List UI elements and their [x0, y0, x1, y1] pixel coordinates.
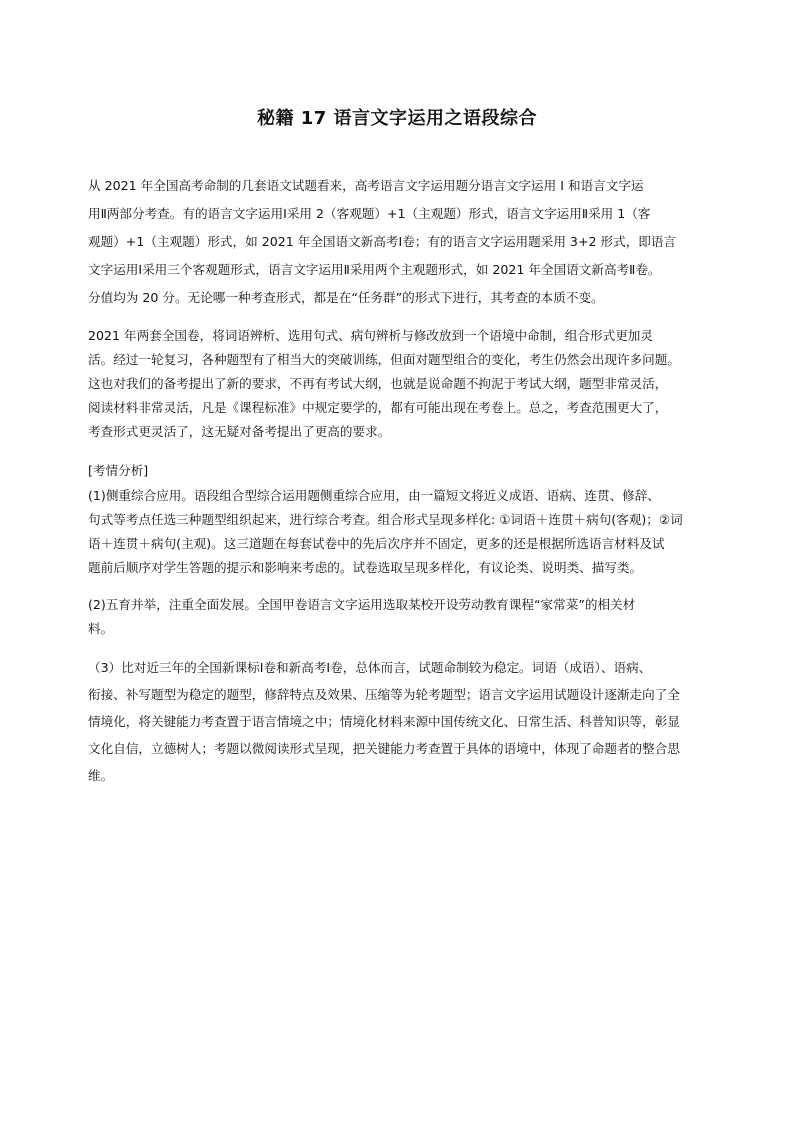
text-line: 活。经过一轮复习，各种题型有了相当大的突破训练，但面对题型组合的变化，考生仍然会出现许多问题。	[88, 352, 680, 367]
text-line: 分值均为 20 分。无论哪一种考查形式，都是在“任务群”的形式下进行，其考查的本质不变。	[88, 290, 604, 305]
text-line: 句式等考点任选三种题型组织起来，进行综合考查。组合形式呈现多样化: ①词语＋连贯＋病句(客观)；②词	[88, 512, 683, 527]
text-line: 维。	[88, 768, 114, 783]
text-line: 情境化，将关键能力考查置于语言情境之中；情境化材料来源中国传统文化、日常生活、科普知识等，彰显	[88, 714, 680, 729]
text-line: 从 2021 年全国高考命制的几套语文试题看来，高考语言文字运用题分语言文字运用 Ⅰ 和语言文字运	[88, 178, 644, 193]
section-heading	[88, 459, 728, 483]
text-line: 文字运用Ⅰ采用三个客观题形式，语言文字运用Ⅱ采用两个主观题形式，如 2021 年全国语文新高考Ⅱ卷。	[88, 262, 661, 277]
paragraph-2021	[88, 324, 728, 444]
section-heading-text: [考情分析]	[88, 463, 149, 478]
text-line: 料。	[88, 621, 114, 636]
text-line: (2)五育并举，注重全面发展。全国甲卷语言文字运用选取某校开设劳动教育课程“家常菜”的相关材	[88, 597, 636, 612]
text-line: 观题）+1（主观题）形式，如 2021 年全国语文新高考Ⅰ卷；有的语言文字运用题采用 3+2 形式，即语言	[88, 234, 677, 249]
text-line: 用Ⅱ两部分考查。有的语言文字运用Ⅰ采用 2（客观题）+1（主观题）形式，语言文字运用Ⅱ采用 1（客	[88, 206, 651, 221]
paragraph-point-2	[88, 593, 728, 641]
text-line: 文化自信，立德树人；考题以微阅读形式呈现，把关键能力考查置于具体的语境中，体现了命题者的整合思	[88, 741, 680, 756]
text-line: 这也对我们的备考提出了新的要求，不再有考试大纲，也就是说命题不拘泥于考试大纲，题型非常灵活，	[88, 376, 668, 391]
page-title: 秘籍 17 语言文字运用之语段综合	[256, 108, 538, 129]
text-line: 2021 年两套全国卷，将词语辨析、选用句式、病句辨析与修改放到一个语境中命制，组合形式更加灵	[88, 328, 653, 343]
text-line: 衔接、补写题型为稳定的题型，修辞特点及效果、压缩等为轮考题型；语言文字运用试题设计逐渐走向了全	[88, 687, 680, 702]
text-line: 考查形式更灵活了，这无疑对备考提出了更高的要求。	[88, 424, 391, 439]
text-line: 语＋连贯＋病句(主观)。这三道题在每套试卷中的先后次序并不固定，更多的还是根据所选语言材料及试	[88, 536, 665, 551]
text-line: 题前后顺序对学生答题的提示和影响来考虑的。试卷选取呈现多样化，有议论类、说明类、描写类。	[88, 560, 643, 575]
text-line: （3）比对近三年的全国新课标Ⅰ卷和新高考Ⅰ卷，总体而言，试题命制较为稳定。词语（成语）、语病、	[88, 660, 652, 675]
text-line: 阅读材料非常灵活，凡是《课程标准》中规定要学的，都有可能出现在考卷上。总之，考查范围更大了，	[88, 400, 668, 415]
text-line: (1)侧重综合应用。语段组合型综合运用题侧重综合应用，由一篇短文将近义成语、语病、连贯、修辞、	[88, 488, 660, 503]
paragraph-intro	[88, 172, 728, 312]
paragraph-point-3	[88, 654, 728, 789]
paragraph-point-1	[88, 484, 728, 580]
